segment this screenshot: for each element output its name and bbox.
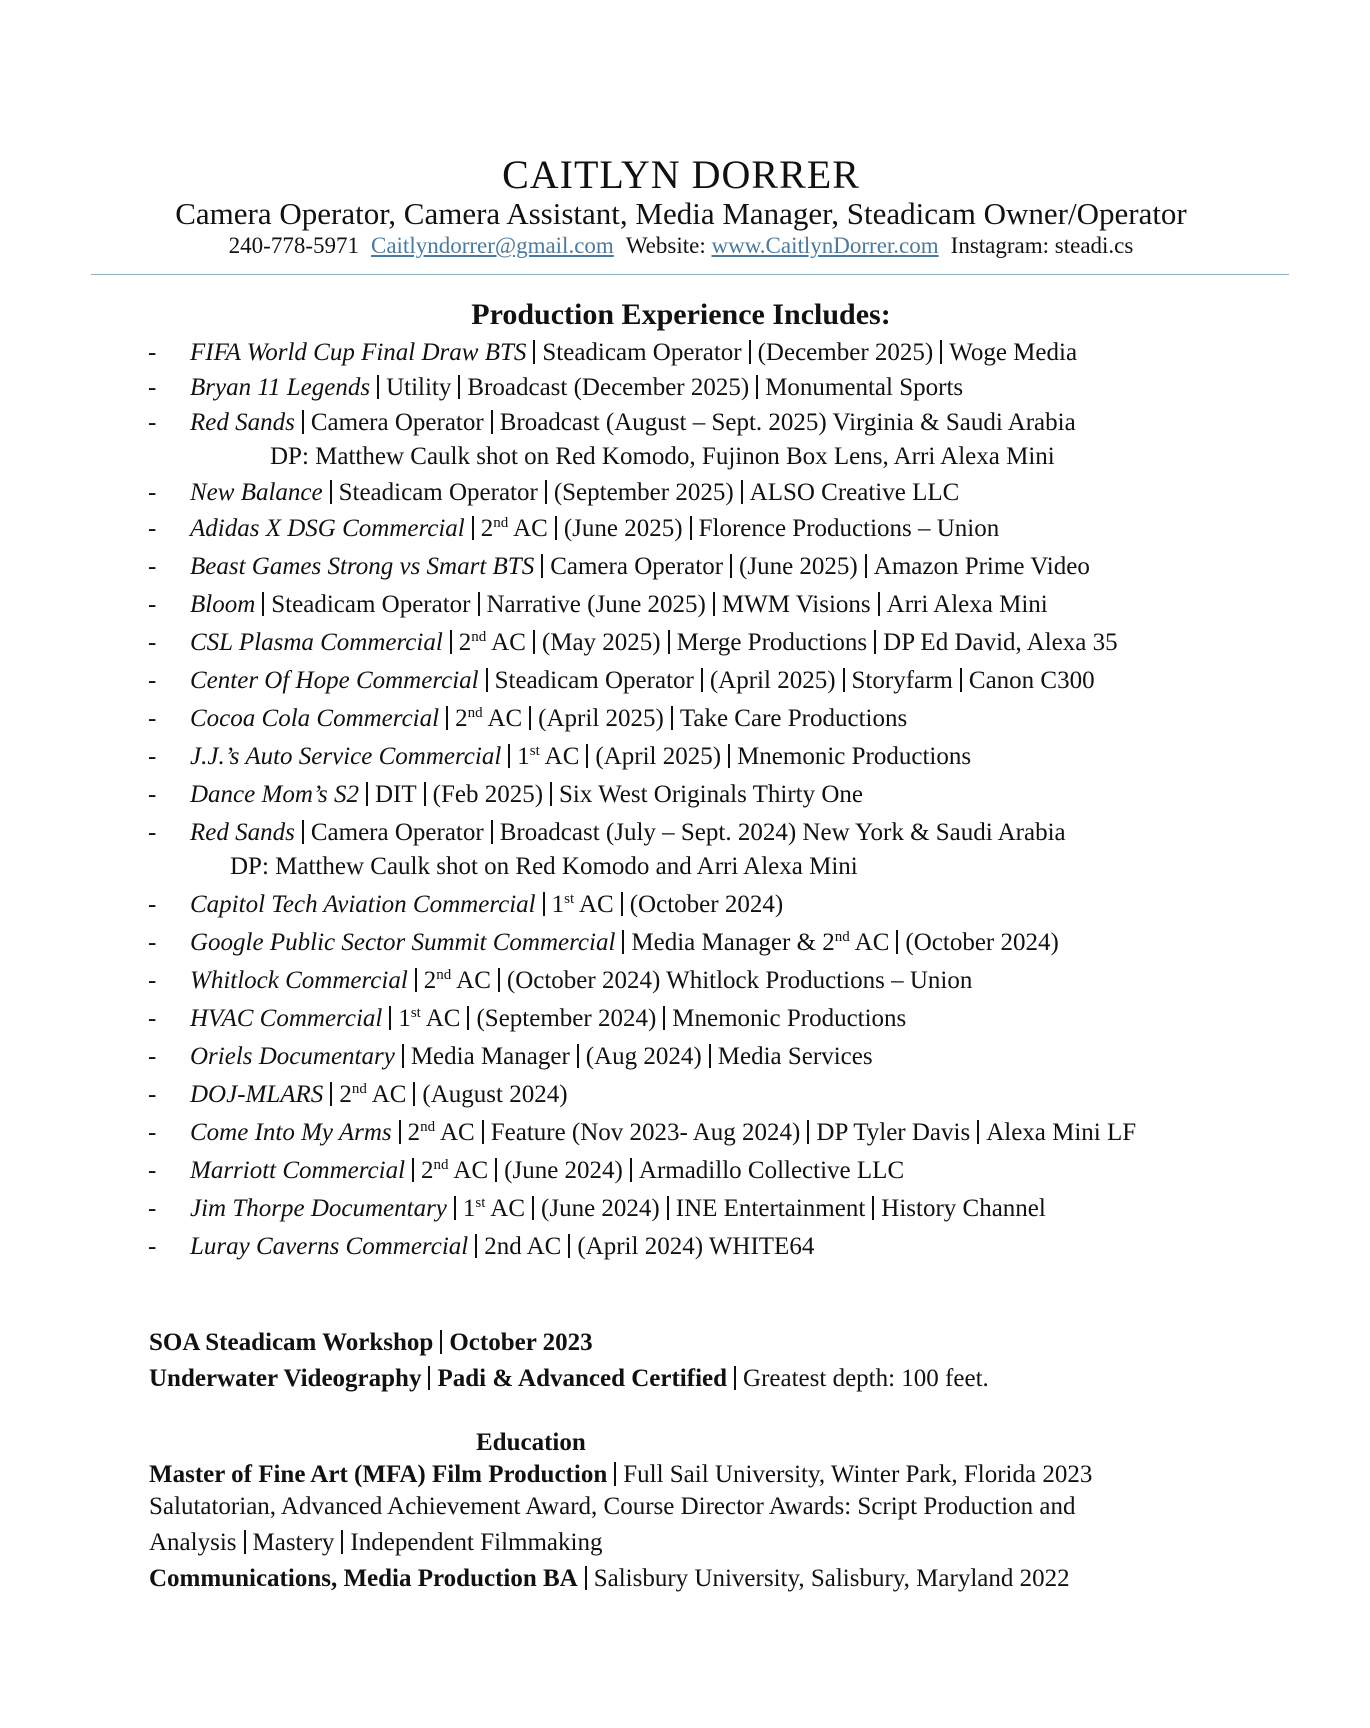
- list-item-text: [190, 476, 959, 510]
- separator-bar: [377, 375, 379, 399]
- list-item-text: [190, 588, 1048, 622]
- list-dash: -: [148, 929, 157, 956]
- ordinal-suffix: nd: [436, 967, 452, 983]
- separator-bar: [663, 1006, 665, 1030]
- ba-line: [149, 1562, 1070, 1596]
- ordinal-suffix: st: [475, 1195, 486, 1211]
- separator-bar: [467, 1006, 469, 1030]
- ordinal-suffix: st: [529, 743, 540, 759]
- separator-bar: [458, 375, 460, 399]
- list-dash: -: [148, 743, 157, 770]
- production-section-title: Production Experience Includes:: [471, 298, 891, 331]
- date: (June 2025): [739, 553, 858, 580]
- list-dash: -: [148, 409, 157, 436]
- separator-bar: [713, 592, 715, 616]
- separator-bar: [399, 1120, 401, 1144]
- date: (October 2024): [905, 929, 1059, 956]
- project-title: Dance Mom’s S2: [190, 781, 359, 808]
- project-title: Come Into My Arms: [190, 1119, 392, 1146]
- instagram-handle: steadi.cs: [1054, 233, 1134, 258]
- date: (April 2025): [709, 667, 836, 694]
- ordinal: 2: [421, 1157, 434, 1184]
- separator-bar: [630, 1158, 632, 1182]
- project-title: Jim Thorpe Documentary: [190, 1195, 447, 1222]
- separator-bar: [302, 410, 304, 434]
- role: Utility: [386, 374, 452, 401]
- list-item-text: [190, 512, 999, 546]
- underwater-depth: Greatest depth: 100 feet.: [743, 1365, 989, 1392]
- phone-number: 240-778-5971: [228, 233, 359, 258]
- separator-bar: [621, 892, 623, 916]
- separator-bar: [508, 744, 510, 768]
- company: INE Entertainment: [675, 1195, 866, 1222]
- project-title: Adidas X DSG Commercial: [190, 515, 465, 542]
- separator-bar: [413, 1082, 415, 1106]
- role: AC: [371, 1081, 407, 1108]
- list-item-text: [190, 1154, 904, 1188]
- separator-bar: [555, 516, 557, 540]
- separator-bar: [940, 340, 942, 364]
- role: AC: [513, 515, 548, 542]
- date: (September 2025): [553, 479, 734, 506]
- project-title: Red Sands: [190, 409, 295, 436]
- ordinal: 2: [458, 629, 472, 656]
- underwater-title: Underwater Videography: [149, 1365, 422, 1392]
- ordinal: 2: [480, 515, 494, 542]
- role: Camera Operator: [310, 409, 484, 436]
- role: AC: [439, 1119, 475, 1146]
- separator-bar: [865, 554, 867, 578]
- role: AC: [425, 1005, 461, 1032]
- company: Woge Media: [949, 339, 1078, 366]
- separator-bar: [667, 1196, 669, 1220]
- separator-bar: [585, 1566, 587, 1590]
- candidate-name: CAITLYN DORRER: [502, 152, 860, 197]
- ordinal: 1: [551, 891, 565, 918]
- list-item-text: [190, 816, 1066, 850]
- project-title: DOJ-MLARS: [190, 1081, 324, 1108]
- soa-workshop-line: [149, 1326, 593, 1360]
- list-dash: -: [148, 339, 157, 366]
- mfa-awards: Salutatorian, Advanced Achievement Award, Course Director Awards: Script Production and: [149, 1493, 1076, 1520]
- list-item-text: [190, 550, 1090, 584]
- project-title: Cocoa Cola Commercial: [190, 705, 440, 732]
- date: (April 2024) WHITE64: [577, 1233, 815, 1260]
- separator-bar: [389, 1006, 391, 1030]
- header-divider: [91, 274, 1289, 275]
- list-item-text: [190, 964, 972, 998]
- date: (April 2025): [538, 705, 664, 732]
- separator-bar: [475, 1234, 477, 1258]
- separator-bar: [330, 480, 332, 504]
- date: (December 2025): [757, 339, 934, 366]
- list-dash: -: [148, 374, 157, 401]
- separator-bar: [533, 630, 535, 654]
- date: Feature (Nov 2023- Aug 2024): [490, 1119, 801, 1146]
- separator-bar: [874, 630, 876, 654]
- website-label: Website:: [625, 233, 706, 258]
- separator-bar: [402, 1044, 404, 1068]
- soa-workshop-date: October 2023: [449, 1329, 593, 1356]
- list-dash: -: [148, 891, 157, 918]
- ordinal-suffix: nd: [471, 629, 487, 645]
- list-dash: -: [148, 553, 157, 580]
- separator-bar: [415, 968, 417, 992]
- role: Camera Operator: [550, 553, 724, 580]
- project-title: Center Of Hope Commercial: [190, 667, 479, 694]
- separator-bar: [807, 1120, 809, 1144]
- project-title: Bloom: [190, 591, 256, 618]
- ba-school: Salisbury University, Salisbury, Maryland 2022: [593, 1565, 1070, 1592]
- date: Broadcast (August – Sept. 2025) Virginia & Saudi Arabia: [499, 409, 1076, 436]
- project-title: Oriels Documentary: [190, 1043, 395, 1070]
- mfa-analysis: Analysis: [149, 1529, 237, 1556]
- list-item-text: [190, 664, 1095, 698]
- date: (September 2024): [476, 1005, 657, 1032]
- separator-bar: [478, 592, 480, 616]
- separator-bar: [533, 340, 535, 364]
- date: Broadcast (December 2025): [467, 374, 750, 401]
- role: AC: [544, 743, 580, 770]
- ba-degree: Communications, Media Production BA: [149, 1565, 578, 1592]
- separator-bar: [701, 668, 703, 692]
- separator-bar: [330, 1082, 332, 1106]
- company: Amazon Prime Video: [873, 553, 1090, 580]
- list-dash: -: [148, 1233, 157, 1260]
- separator-bar: [614, 1462, 616, 1486]
- separator-bar: [428, 1366, 430, 1390]
- separator-bar: [446, 706, 448, 730]
- date: (Aug 2024): [585, 1043, 702, 1070]
- separator-bar: [529, 706, 531, 730]
- separator-bar: [671, 706, 673, 730]
- list-item-text: [190, 1116, 1136, 1150]
- project-title: Capitol Tech Aviation Commercial: [190, 891, 536, 918]
- project-title: Google Public Sector Summit Commercial: [190, 929, 616, 956]
- date: (August 2024): [422, 1081, 568, 1108]
- company: Mnemonic Productions: [737, 743, 972, 770]
- role: AC: [487, 705, 523, 732]
- project-title: HVAC Commercial: [190, 1005, 383, 1032]
- ordinal-suffix: st: [410, 1005, 421, 1021]
- separator-bar: [262, 592, 264, 616]
- role: AC: [579, 891, 614, 918]
- separator-bar: [450, 630, 452, 654]
- project-title: Whitlock Commercial: [190, 967, 408, 994]
- separator-bar: [341, 1530, 343, 1554]
- list-dash: -: [148, 967, 157, 994]
- candidate-roles: Camera Operator, Camera Assistant, Media Manager, Steadicam Owner/Operator: [175, 196, 1187, 231]
- company: Media Services: [717, 1043, 873, 1070]
- role: AC: [453, 1157, 489, 1184]
- date: (May 2025): [541, 629, 661, 656]
- separator-bar: [749, 340, 751, 364]
- project-title: CSL Plasma Commercial: [190, 629, 443, 656]
- company: Florence Productions – Union: [698, 515, 1000, 542]
- ordinal-suffix: nd: [351, 1081, 367, 1097]
- ordinal-suffix: nd: [467, 705, 483, 721]
- camera: Arri Alexa Mini: [886, 591, 1048, 618]
- list-dash: -: [148, 1005, 157, 1032]
- company: Mnemonic Productions: [672, 1005, 907, 1032]
- list-item-text: [190, 1002, 906, 1036]
- list-dash: -: [148, 1119, 157, 1146]
- company: MWM Visions: [721, 591, 871, 618]
- role: DIT: [374, 781, 417, 808]
- company: Monumental Sports: [765, 374, 964, 401]
- list-item-text: [190, 1192, 1046, 1226]
- separator-bar: [412, 1158, 414, 1182]
- role: Media Manager: [410, 1043, 570, 1070]
- ordinal: 2: [423, 967, 437, 994]
- role: 2nd AC: [484, 1233, 562, 1260]
- list-dash: -: [148, 819, 157, 846]
- separator-bar: [586, 744, 588, 768]
- education-title: Education: [476, 1429, 586, 1456]
- separator-bar: [424, 782, 426, 806]
- list-item-text: [190, 888, 783, 922]
- role: Steadicam Operator: [494, 667, 694, 694]
- ordinal-suffix: nd: [493, 515, 509, 531]
- ordinal: 2: [339, 1081, 352, 1108]
- company: Take Care Productions: [679, 705, 908, 732]
- role: Steadicam Operator: [542, 339, 742, 366]
- mfa-indie: Independent Filmmaking: [350, 1529, 603, 1556]
- instagram-label: Instagram:: [950, 233, 1050, 258]
- list-item-text: [190, 778, 863, 812]
- underwater-line: [149, 1362, 989, 1396]
- list-dash: -: [148, 629, 157, 656]
- date: (April 2025): [595, 743, 722, 770]
- mfa-school: Full Sail University, Winter Park, Florida 2023: [623, 1461, 1093, 1488]
- role: Steadicam Operator: [271, 591, 471, 618]
- company: Merge Productions: [676, 629, 868, 656]
- role-prefix: Media Manager & 2: [631, 929, 835, 956]
- separator-bar: [843, 668, 845, 692]
- date: (June 2025): [563, 515, 683, 542]
- camera: Canon C300: [968, 667, 1095, 694]
- role: Camera Operator: [310, 819, 484, 846]
- role: Steadicam Operator: [338, 479, 538, 506]
- separator-bar: [756, 375, 758, 399]
- role: AC: [491, 629, 526, 656]
- separator-bar: [568, 1234, 570, 1258]
- date: Broadcast (July – Sept. 2024) New York & Saudi Arabia: [499, 819, 1066, 846]
- ordinal: 1: [517, 743, 530, 770]
- separator-bar: [366, 782, 368, 806]
- ordinal-suffix: nd: [834, 929, 850, 945]
- separator-bar: [472, 516, 474, 540]
- separator-bar: [454, 1196, 456, 1220]
- separator-bar: [960, 668, 962, 692]
- separator-bar: [491, 820, 493, 844]
- separator-bar: [491, 410, 493, 434]
- contact-line: [0, 232, 1362, 260]
- date: (Feb 2025): [432, 781, 544, 808]
- company: ALSO Creative LLC: [749, 479, 960, 506]
- soa-workshop-title: SOA Steadicam Workshop: [149, 1329, 434, 1356]
- list-item-text: [190, 926, 1059, 960]
- company: Six West Originals Thirty One: [559, 781, 864, 808]
- list-dash: -: [148, 781, 157, 808]
- list-item-text: [190, 336, 1077, 370]
- list-item-text: [190, 406, 1076, 440]
- list-dash: -: [148, 479, 157, 506]
- website-link[interactable]: www.CaitlynDorrer.com: [711, 233, 939, 258]
- company: Storyfarm: [851, 667, 953, 694]
- project-title: Marriott Commercial: [190, 1157, 406, 1184]
- role: AC: [456, 967, 491, 994]
- project-title: Bryan 11 Legends: [190, 374, 371, 401]
- role: AC: [854, 929, 890, 956]
- camera: Alexa Mini LF: [986, 1119, 1137, 1146]
- separator-bar: [541, 554, 543, 578]
- separator-bar: [550, 782, 552, 806]
- list-item-text: [190, 1230, 814, 1264]
- ordinal-suffix: nd: [420, 1119, 436, 1135]
- list-dash: -: [148, 705, 157, 732]
- separator-bar: [709, 1044, 711, 1068]
- date: (October 2024) Whitlock Productions – Union: [506, 967, 973, 994]
- separator-bar: [730, 554, 732, 578]
- separator-bar: [622, 930, 624, 954]
- list-item-text: [190, 702, 907, 736]
- list-dash: -: [148, 1043, 157, 1070]
- list-item-text: [190, 740, 971, 774]
- list-dash: -: [148, 1081, 157, 1108]
- project-title: New Balance: [190, 479, 323, 506]
- separator-bar: [532, 1196, 534, 1220]
- ordinal: 2: [407, 1119, 421, 1146]
- separator-bar: [668, 630, 670, 654]
- project-title: Luray Caverns Commercial: [190, 1233, 469, 1260]
- mfa-degree: Master of Fine Art (MFA) Film Production: [149, 1461, 608, 1488]
- separator-bar: [482, 1120, 484, 1144]
- separator-bar: [486, 668, 488, 692]
- list-dash: -: [148, 667, 157, 694]
- network: History Channel: [881, 1195, 1046, 1222]
- mfa-awards-cont: [149, 1526, 602, 1560]
- ordinal-suffix: nd: [433, 1157, 449, 1173]
- separator-bar: [545, 480, 547, 504]
- separator-bar: [734, 1366, 736, 1390]
- separator-bar: [690, 516, 692, 540]
- camera: DP Ed David, Alexa 35: [883, 629, 1118, 656]
- underwater-cert: Padi & Advanced Certified: [437, 1365, 728, 1392]
- company: Armadillo Collective LLC: [638, 1157, 905, 1184]
- separator-bar: [244, 1530, 246, 1554]
- mfa-line: [149, 1458, 1092, 1492]
- ordinal: 1: [398, 1005, 411, 1032]
- separator-bar: [302, 820, 304, 844]
- company: DP Tyler Davis: [816, 1119, 971, 1146]
- project-title: Beast Games Strong vs Smart BTS: [190, 553, 535, 580]
- ordinal-suffix: st: [564, 891, 575, 907]
- list-item-text: [190, 626, 1118, 660]
- separator-bar: [872, 1196, 874, 1220]
- mfa-mastery: Mastery: [252, 1529, 335, 1556]
- date: (June 2024): [541, 1195, 660, 1222]
- separator-bar: [741, 480, 743, 504]
- date: (October 2024): [629, 891, 784, 918]
- email-link[interactable]: Caitlyndorrer@gmail.com: [370, 233, 614, 258]
- separator-bar: [728, 744, 730, 768]
- list-item-text: [190, 1078, 568, 1112]
- list-item-text: [190, 371, 963, 405]
- list-item-text: [190, 1040, 873, 1074]
- separator-bar: [498, 968, 500, 992]
- separator-bar: [543, 892, 545, 916]
- list-dash: -: [148, 1157, 157, 1184]
- separator-bar: [495, 1158, 497, 1182]
- separator-bar: [440, 1330, 442, 1354]
- project-details: DP: Matthew Caulk shot on Red Komodo and Arri Alexa Mini: [230, 853, 858, 880]
- date: (June 2024): [504, 1157, 623, 1184]
- separator-bar: [878, 592, 880, 616]
- role: AC: [490, 1195, 526, 1222]
- separator-bar: [896, 930, 898, 954]
- separator-bar: [577, 1044, 579, 1068]
- list-dash: -: [148, 591, 157, 618]
- ordinal: 2: [455, 705, 468, 732]
- date: Narrative (June 2025): [486, 591, 706, 618]
- list-dash: -: [148, 515, 157, 542]
- ordinal: 1: [462, 1195, 476, 1222]
- list-dash: -: [148, 1195, 157, 1222]
- project-details: DP: Matthew Caulk shot on Red Komodo, Fujinon Box Lens, Arri Alexa Mini: [270, 443, 1055, 470]
- project-title: J.J.’s Auto Service Commercial: [190, 743, 502, 770]
- project-title: FIFA World Cup Final Draw BTS: [190, 339, 527, 366]
- separator-bar: [977, 1120, 979, 1144]
- project-title: Red Sands: [190, 819, 295, 846]
